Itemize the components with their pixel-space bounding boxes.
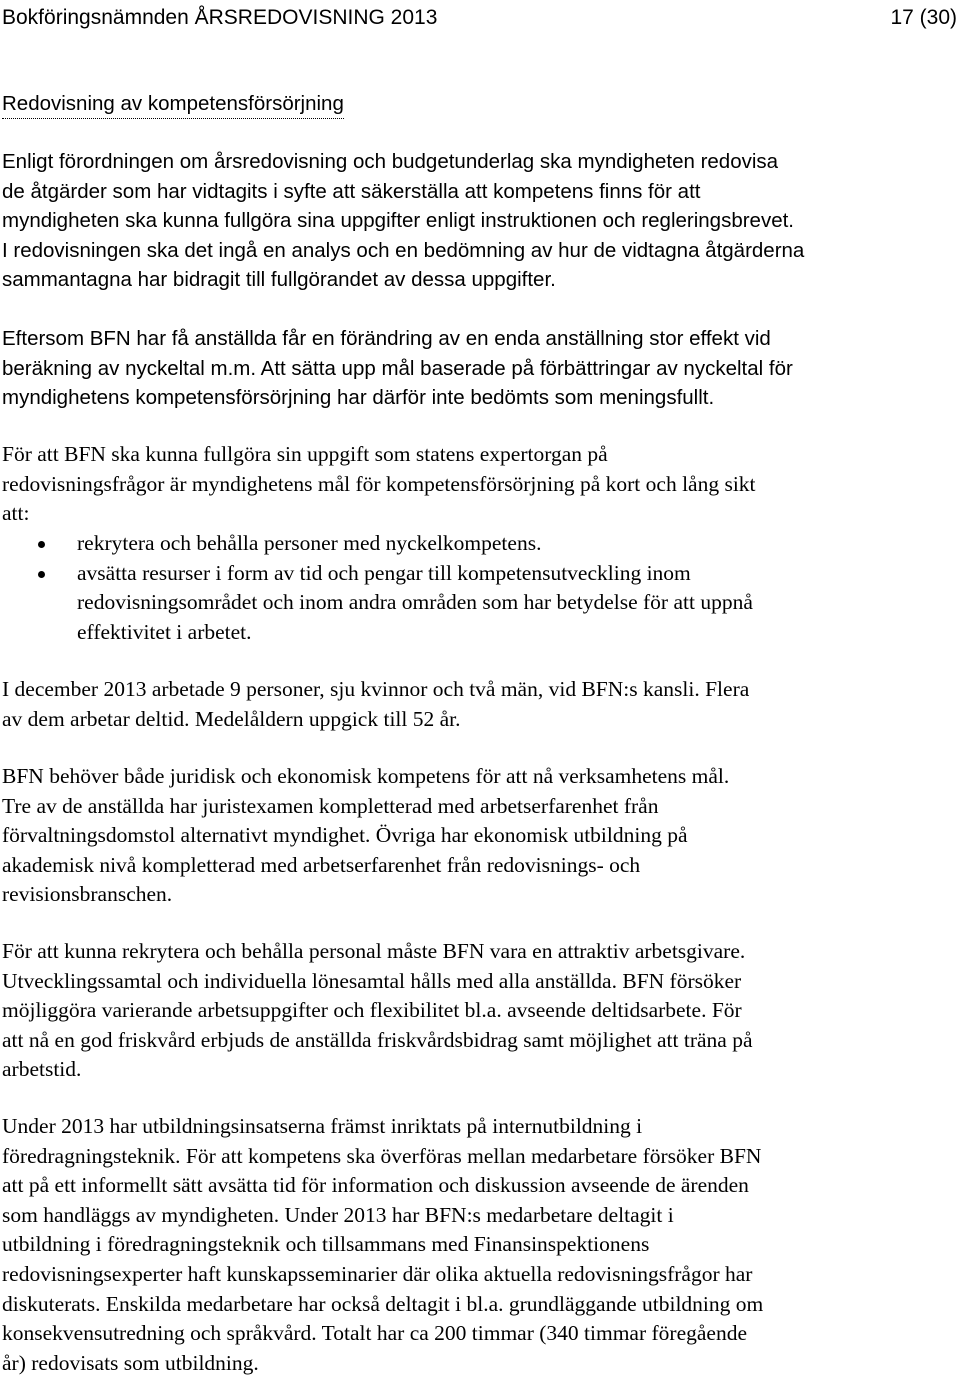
paragraph-line: föredragningsteknik. För att kompetens ska överföras mellan medarbetare försöker BFN xyxy=(2,1143,762,1168)
paragraph-line: utbildning i föredragningsteknik och tillsammans med Finansinspektionens xyxy=(2,1232,650,1257)
paragraph-line: möjliggöra varierande arbetsuppgifter och flexibilitet bl.a. avseende deltidsarbete. För xyxy=(2,998,742,1023)
paragraph-line: Enligt förordningen om årsredovisning och budgetunderlag ska myndigheten redovisa xyxy=(2,150,779,173)
list-item xyxy=(2,559,952,648)
paragraph-1 xyxy=(2,147,952,295)
paragraph-line: redovisningsexperter haft kunskapsseminarier där olika aktuella redovisningsfrågor har xyxy=(2,1261,753,1286)
paragraph-4 xyxy=(2,675,952,734)
paragraph-line: revisionsbranschen. xyxy=(2,882,173,907)
paragraph-line: Eftersom BFN har få anställda får en förändring av en enda anställning stor effekt vid xyxy=(2,327,771,350)
paragraph-line: För att kunna rekrytera och behålla personal måste BFN vara en attraktiv arbetsgivare. xyxy=(2,939,746,963)
paragraph-line: beräkning av nyckeltal m.m. Att sätta upp mål baserade på förbättringar av nyckeltal för xyxy=(2,356,793,380)
paragraph-line: Utvecklingssamtal och individuella lönesamtal hålls med alla anställda. BFN försöker xyxy=(2,968,742,993)
paragraph-line: För att BFN ska kunna fullgöra sin uppgift som statens expertorgan på xyxy=(2,442,608,466)
paragraph-line: förvaltningsdomstol alternativt myndighet. Övriga har ekonomisk utbildning på xyxy=(2,823,688,848)
paragraph-line: I redovisningen ska det ingå en analys och en bedömning av hur de vidtagna åtgärderna xyxy=(2,238,805,262)
bullet-icon xyxy=(38,571,45,578)
paragraph-line: av dem arbetar deltid. Medelåldern uppgick till 52 år. xyxy=(2,706,461,731)
goal-list xyxy=(2,529,952,647)
paragraph-line: att: xyxy=(2,501,30,526)
paragraph-line: diskuterats. Enskilda medarbetare har också deltagit i bl.a. grundläggande utbildning om xyxy=(2,1291,764,1316)
paragraph-line: år) redovisats som utbildning. xyxy=(2,1350,259,1375)
paragraph-line: att nå en god friskvård erbjuds de anställda friskvårdsbidrag samt möjlighet att träna på xyxy=(2,1027,753,1052)
list-item-line: rekrytera och behålla personer med nyckelkompetens. xyxy=(77,531,542,555)
paragraph-line: arbetstid. xyxy=(2,1057,82,1082)
list-item-line: effektivitet i arbetet. xyxy=(77,619,252,644)
document-title: Bokföringsnämnden ÅRSREDOVISNING 2013 xyxy=(2,6,438,29)
list-item-line: avsätta resurser i form av tid och pengar till kompetensutveckling inom xyxy=(77,560,691,585)
paragraph-7 xyxy=(2,1112,952,1378)
paragraph-line: konsekvensutredning och språkvård. Totalt har ca 200 timmar (340 timmar föregående xyxy=(2,1321,747,1346)
paragraph-line: Tre av de anställda har juristexamen kompletterad med arbetserfarenhet från xyxy=(2,793,659,818)
paragraph-line: akademisk nivå kompletterad med arbetserfarenhet från redovisnings- och xyxy=(2,852,641,877)
paragraph-line: de åtgärder som har vidtagits i syfte att säkerställa att kompetens finns för att xyxy=(2,179,701,203)
bullet-icon xyxy=(38,541,45,548)
paragraph-line: redovisningsfrågor är myndighetens mål för kompetensförsörjning på kort och lång sikt xyxy=(2,471,756,496)
paragraph-2 xyxy=(2,324,952,413)
paragraph-line: Under 2013 har utbildningsinsatserna främst inriktats på internutbildning i xyxy=(2,1114,643,1138)
section-heading: Redovisning av kompetensförsörjning xyxy=(2,90,344,119)
list-item xyxy=(2,529,952,559)
paragraph-line: myndighetens kompetensförsörjning har därför inte bedömts som meningsfullt. xyxy=(2,386,715,410)
paragraph-line: BFN behöver både juridisk och ekonomisk kompetens för att nå verksamhetens mål. xyxy=(2,764,730,788)
paragraph-line: sammantagna har bidragit till fullgörandet av dessa uppgifter. xyxy=(2,268,556,292)
paragraph-line: som handläggs av myndigheten. Under 2013 har BFN:s medarbetare deltagit i xyxy=(2,1202,674,1227)
paragraph-6 xyxy=(2,937,952,1085)
page-number: 17 (30) xyxy=(890,6,957,29)
paragraph-3 xyxy=(2,440,952,529)
list-item-line: redovisningsområdet och inom andra områden som har betydelse för att uppnå xyxy=(77,590,753,615)
paragraph-line: att på ett informellt sätt avsätta tid för information och diskussion avseende de ärenden xyxy=(2,1173,749,1198)
paragraph-5 xyxy=(2,762,952,910)
paragraph-line: I december 2013 arbetade 9 personer, sju kvinnor och två män, vid BFN:s kansli. Flera xyxy=(2,677,750,701)
paragraph-line: myndigheten ska kunna fullgöra sina uppgifter enligt instruktionen och regleringsbrevet. xyxy=(2,209,795,233)
